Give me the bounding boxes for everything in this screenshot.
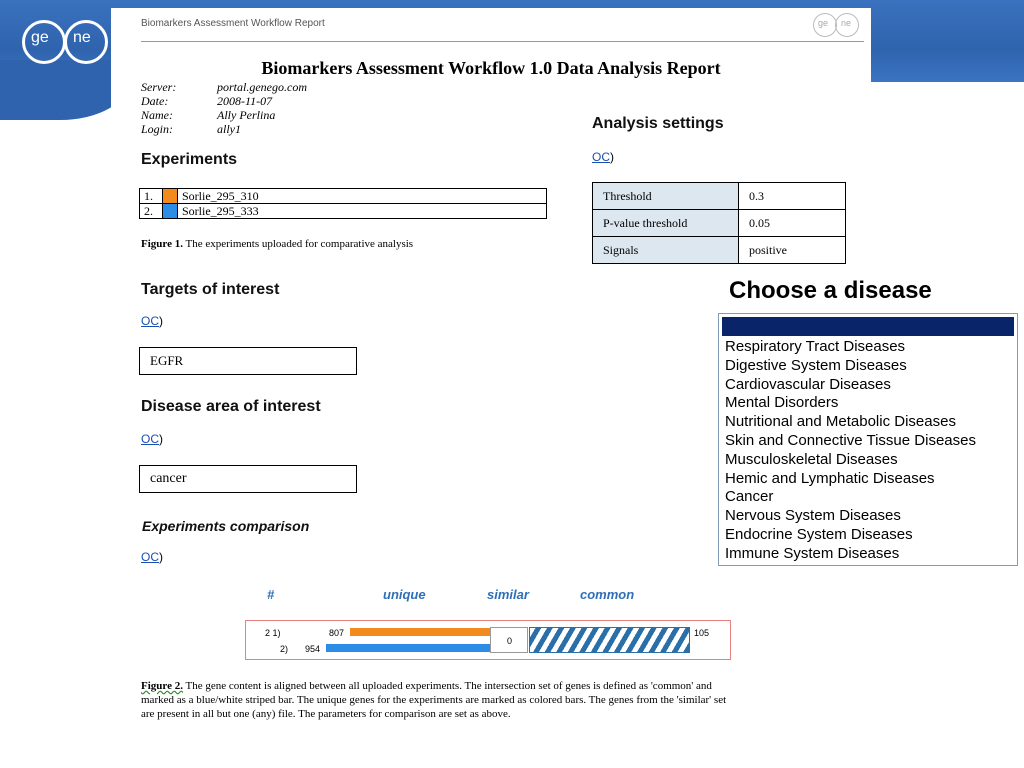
disease-area-oc-paren: ) <box>159 432 163 446</box>
experiment-number: 2. <box>140 204 163 219</box>
disease-option[interactable]: Mental Disorders <box>725 394 839 412</box>
figure-1-text: The experiments uploaded for comparative analysis <box>182 238 414 250</box>
logo-text-left: ge <box>31 29 49 46</box>
row1-unique-count: 807 <box>329 628 345 638</box>
experiments-table <box>139 188 547 219</box>
meta-key: Server: <box>141 80 177 94</box>
meta-key: Date: <box>141 94 169 108</box>
disease-area-oc-link[interactable]: OC <box>141 432 159 446</box>
disease-option[interactable]: Nervous System Diseases <box>725 507 901 525</box>
disease-area-field[interactable]: cancer <box>139 465 357 493</box>
row1-unique-bar <box>350 628 490 636</box>
meta-value: portal.genego.com <box>217 80 307 94</box>
comparison-col-similar: similar <box>487 587 529 602</box>
report-header-text: Biomarkers Assessment Workflow Report <box>141 18 325 29</box>
experiment-name: Sorlie_295_310 <box>178 189 547 204</box>
settings-heading: Analysis settings <box>592 115 724 132</box>
settings-table <box>592 182 846 264</box>
targets-oc-paren: ) <box>159 314 163 328</box>
comparison-oc-link[interactable]: OC <box>141 550 159 564</box>
table-row <box>593 183 846 210</box>
setting-label: Threshold <box>593 183 739 210</box>
disease-option[interactable]: Hemic and Lymphatic Diseases <box>725 469 935 487</box>
choose-disease-title: Choose a disease <box>729 277 932 304</box>
figure-2-line-3: are present in all but one (any) file. The parameters for comparison are set as above. <box>141 708 511 720</box>
report-title: Biomarkers Assessment Workflow 1.0 Data Analysis Report <box>261 58 721 78</box>
comparison-chart <box>245 620 731 660</box>
row2-unique-count: 954 <box>305 644 321 654</box>
figure-2-caption <box>141 679 841 721</box>
logo-text-right: ne <box>73 29 91 46</box>
figure-1-label: Figure 1. <box>141 238 183 250</box>
common-striped-bar <box>529 627 690 653</box>
setting-value: 0.3 <box>739 183 846 210</box>
comparison-oc-paren: ) <box>159 550 163 564</box>
comparison-col-common: common <box>580 587 635 602</box>
setting-label: Signals <box>593 237 739 264</box>
meta-key: Name: <box>141 108 173 122</box>
common-count: 105 <box>694 628 710 638</box>
disease-option[interactable]: Cardiovascular Diseases <box>725 375 891 393</box>
figure-1-caption <box>141 238 413 250</box>
comparison-heading: Experiments comparison <box>142 518 310 534</box>
disease-option[interactable]: Cancer <box>725 488 774 506</box>
settings-oc <box>592 150 614 164</box>
similar-count: 0 <box>507 636 513 646</box>
meta-value: ally1 <box>217 122 241 136</box>
meta-key: Login: <box>141 122 174 136</box>
table-row <box>140 204 547 219</box>
disease-listbox[interactable] <box>718 313 1018 566</box>
disease-option[interactable]: Respiratory Tract Diseases <box>725 338 906 355</box>
header-logo-text-left: ge <box>818 18 829 28</box>
experiment-name: Sorlie_295_333 <box>178 204 547 219</box>
comparison-col-hash: # <box>267 587 275 602</box>
header-logo-text-right: ne <box>841 18 852 28</box>
figure-2-line-1: The gene content is aligned between all uploaded experiments. The intersection set of genes is defined as 'common' and <box>182 680 712 692</box>
row2-unique-bar <box>326 644 490 652</box>
header-divider <box>141 41 864 42</box>
targets-oc <box>141 314 163 328</box>
disease-option[interactable]: Digestive System Diseases <box>725 356 907 374</box>
experiments-heading: Experiments <box>141 151 238 168</box>
meta-value: 2008-11-07 <box>217 94 273 108</box>
experiment-color-swatch <box>163 189 178 204</box>
disease-area-heading: Disease area of interest <box>141 398 321 415</box>
setting-value: 0.05 <box>739 210 846 237</box>
settings-oc-paren: ) <box>610 150 614 164</box>
disease-option[interactable]: Musculoskeletal Diseases <box>725 450 898 468</box>
disease-area-oc <box>141 432 163 446</box>
figure-2-line-2: marked as a blue/white striped bar. The unique genes for the experiments are marked as colored bars. The genes from the 'similar' set <box>141 694 727 706</box>
row1-label: 2 1) <box>265 628 281 638</box>
setting-value: positive <box>739 237 846 264</box>
genego-logo <box>18 18 118 72</box>
settings-oc-link[interactable]: OC <box>592 150 610 164</box>
disease-options <box>725 338 976 564</box>
report-meta <box>141 80 307 136</box>
setting-label: P-value threshold <box>593 210 739 237</box>
comparison-col-unique: unique <box>383 587 426 602</box>
targets-oc-link[interactable]: OC <box>141 314 159 328</box>
disease-option[interactable]: Endocrine System Diseases <box>725 525 913 543</box>
meta-value: Ally Perlina <box>217 108 276 122</box>
targets-field[interactable]: EGFR <box>139 347 357 375</box>
disease-option[interactable]: Nutritional and Metabolic Diseases <box>725 413 956 431</box>
row2-label: 2) <box>280 644 289 654</box>
figure-2-label: Figure 2. <box>141 680 183 692</box>
listbox-selected-row[interactable] <box>722 317 1014 336</box>
table-row <box>593 237 846 264</box>
table-row <box>140 189 547 204</box>
disease-option[interactable]: Immune System Diseases <box>725 544 900 562</box>
comparison-oc <box>141 550 163 564</box>
disease-option[interactable]: Skin and Connective Tissue Diseases <box>725 431 976 449</box>
targets-heading: Targets of interest <box>141 281 280 298</box>
experiment-color-swatch <box>163 204 178 219</box>
header-logo <box>811 13 867 39</box>
experiment-number: 1. <box>140 189 163 204</box>
table-row <box>593 210 846 237</box>
